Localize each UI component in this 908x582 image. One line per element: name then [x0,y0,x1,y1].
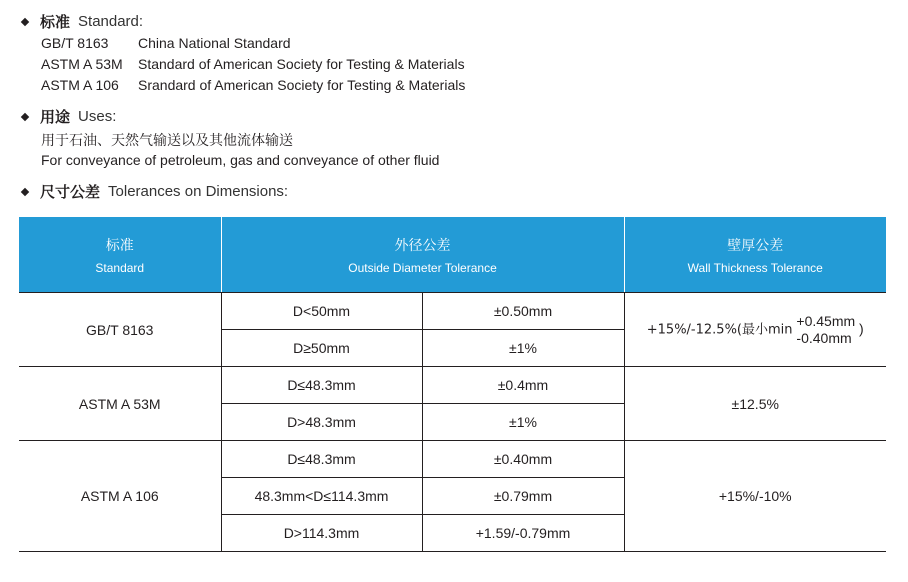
bullet-icon [21,112,29,120]
wall-close-paren: ) [859,320,864,337]
diameter-cell: D≤48.3mm [221,441,422,478]
od-tolerance-cell: ±0.40mm [422,441,624,478]
wall-tolerance-cell: +15%/-10% [624,441,886,552]
tolerances-title-en: Tolerances on Dimensions: [108,183,289,200]
od-tolerance-cell: ±0.50mm [422,293,624,330]
standard-title-zh: 标准 [40,13,71,31]
tolerances-heading [20,181,288,202]
table-row [19,367,886,404]
standard-cell: GB/T 8163 [19,293,221,367]
header-wall-thickness: 壁厚公差 Wall Thickness Tolerance [624,217,886,293]
diameter-cell: D>48.3mm [221,404,422,441]
od-tolerance-cell: ±0.4mm [422,367,624,404]
wall-main-text: +15%/-12.5%(最小min [646,322,793,338]
standard-name: China National Standard [138,35,291,51]
standard-name: Srandard of American Society for Testing & Materials [138,77,466,93]
diameter-cell: D<50mm [221,293,422,330]
standard-heading [20,11,143,32]
table-header-row [19,217,886,293]
uses-title-zh: 用途 [40,108,71,126]
diameter-cell: D>114.3mm [221,515,422,552]
standard-cell: ASTM A 53M [19,367,221,441]
tolerances-title-zh: 尺寸公差 [40,183,101,201]
wall-tolerance-cell [624,293,886,367]
standard-code: ASTM A 53M [41,56,123,72]
bullet-icon [21,17,29,25]
od-tolerance-cell: ±1% [422,404,624,441]
standard-title-en: Standard: [78,13,144,30]
header-standard: 标准 Standard [19,217,221,293]
standard-item [41,35,291,51]
uses-title-en: Uses: [78,108,117,125]
wall-lower-value: -0.40mm [796,329,852,346]
wall-upper-value: +0.45mm [796,312,856,329]
diameter-cell: 48.3mm<D≤114.3mm [221,478,422,515]
od-tolerance-cell: ±1% [422,330,624,367]
standard-item [41,56,465,72]
od-tolerance-cell: +1.59/-0.79mm [422,515,624,552]
uses-text-zh: 用于石油、天然气输送以及其他流体输送 [41,133,293,149]
uses-heading [20,106,116,127]
diameter-cell: D≤48.3mm [221,367,422,404]
bullet-icon [21,187,29,195]
standard-name: Standard of American Society for Testing & Materials [138,56,465,72]
standard-cell: ASTM A 106 [19,441,221,552]
uses-text-en: For conveyance of petroleum, gas and conveyance of other fluid [41,152,440,168]
od-tolerance-cell: ±0.79mm [422,478,624,515]
table-row [19,441,886,478]
standard-code: ASTM A 106 [41,77,119,93]
standard-code: GB/T 8163 [41,35,109,51]
wall-tolerance-cell: ±12.5% [624,367,886,441]
header-outside-diameter: 外径公差 Outside Diameter Tolerance [221,217,624,293]
diameter-cell: D≥50mm [221,330,422,367]
wall-min-fraction [796,313,855,347]
standard-item [41,77,465,93]
table-row [19,293,886,330]
tolerance-table [19,217,886,552]
